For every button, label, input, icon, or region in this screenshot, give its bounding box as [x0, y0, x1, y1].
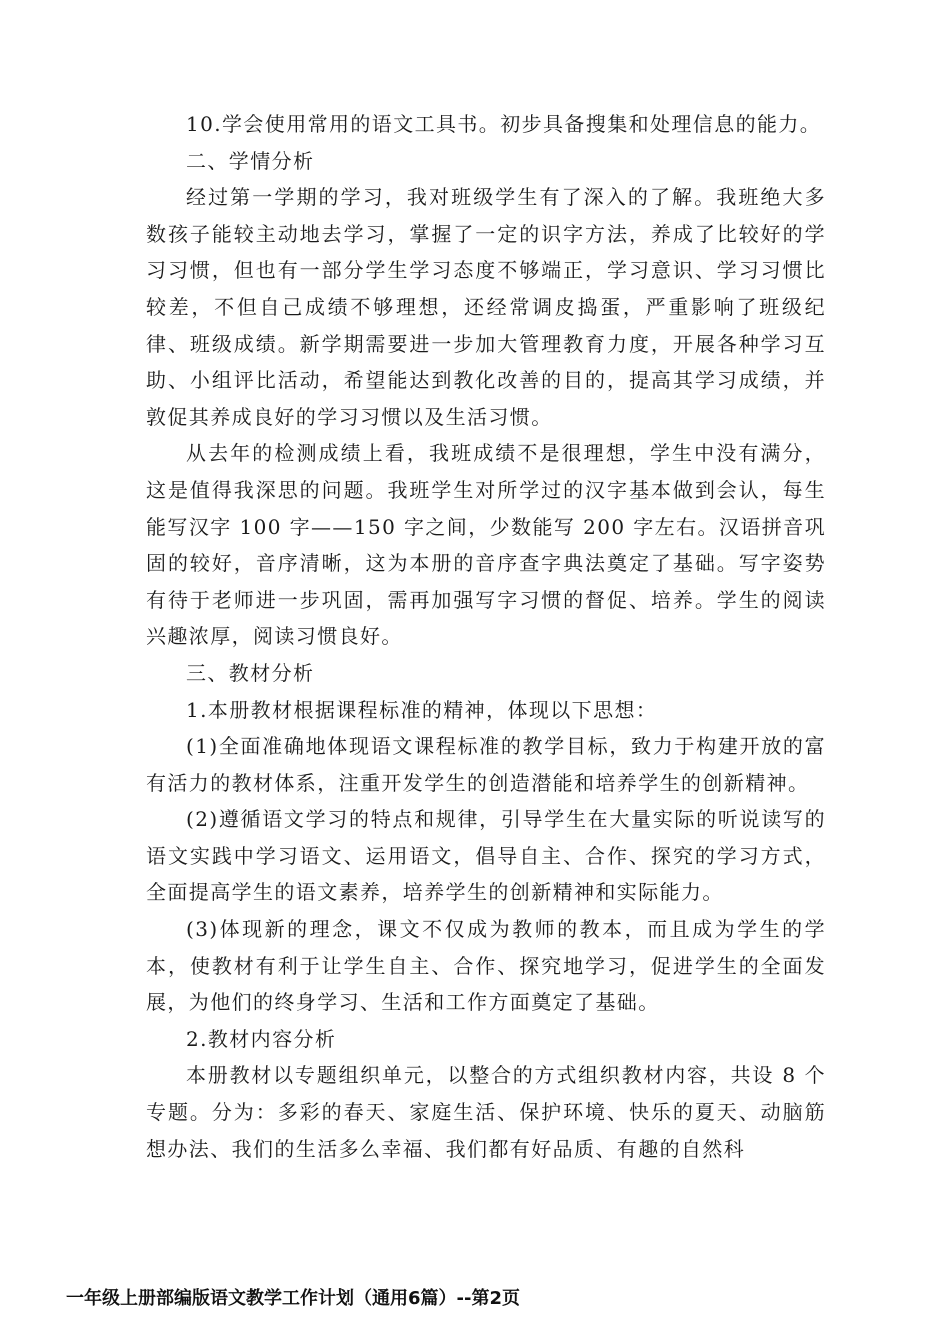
section-heading-textbook-analysis: 三、教材分析 — [186, 660, 315, 685]
paragraph-idea-1: (1)全面准确地体现语文课程标准的教学目标，致力于构建开放的富有活力的教材体系，注重开发学生的创造潜能和培养学生的创新精神。 — [146, 734, 826, 795]
section-heading-student-analysis: 二、学情分析 — [186, 148, 315, 173]
subheading-textbook-ideas: 1.本册教材根据课程标准的精神，体现以下思想： — [186, 697, 658, 722]
page-footer: 一年级上册部编版语文教学工作计划（通用6篇）--第2页 — [66, 1288, 520, 1309]
paragraph-ability-goal: 10.学会使用常用的语文工具书。初步具备搜集和处理信息的能力。 — [186, 112, 822, 136]
subheading-content-analysis: 2.教材内容分析 — [186, 1026, 337, 1051]
paragraph-idea-3: (3)体现新的理念，课文不仅成为教师的教本，而且成为学生的学本，使教材有利于让学生自主、合作、探究地学习，促进学生的全面发展，为他们的终身学习、生活和工作方面奠定了基础。 — [146, 917, 826, 1015]
paragraph-class-overview: 经过第一学期的学习，我对班级学生有了深入的了解。我班绝大多数孩子能较主动地去学习，掌握了一定的识字方法，养成了比较好的学习习惯，但也有一部分学生学习态度不够端正，学习意识、学习习惯比较差，不但自己成绩不够理想，还经常调皮捣蛋，严重影响了班级纪律、班级成绩。新学期需要进一步加大管理教育力度，开展各种学习互助、小组评比活动，希望能达到教化改善的目的，提高其学习成绩，并敦促其养成良好的学习习惯以及生活习惯。 — [146, 185, 826, 429]
paragraph-idea-2: (2)遵循语文学习的特点和规律，引导学生在大量实际的听说读写的语文实践中学习语文、运用语文，倡导自主、合作、探究的学习方式，全面提高学生的语文素养，培养学生的创新精神和实际能力。 — [146, 807, 826, 905]
document-body — [146, 106, 826, 1167]
paragraph-content-topics: 本册教材以专题组织单元，以整合的方式组织教材内容，共设 8 个专题。分为：多彩的春天、家庭生活、保护环境、快乐的夏天、动脑筋想办法、我们的生活多么幸福、我们都有好品质、有趣的自然科 — [146, 1063, 826, 1161]
paragraph-test-results: 从去年的检测成绩上看，我班成绩不是很理想，学生中没有满分，这是值得我深思的问题。我班学生对所学过的汉字基本做到会认，每生能写汉字 100 字——150 字之间，少数能写 200 字左右。汉语拼音巩固的较好，音序清晰，这为本册的音序查字典法奠定了基础。写字姿势有待于老师进一步巩固，需再加强写字习惯的督促、培养。学生的阅读兴趣浓厚，阅读习惯良好。 — [146, 441, 826, 649]
